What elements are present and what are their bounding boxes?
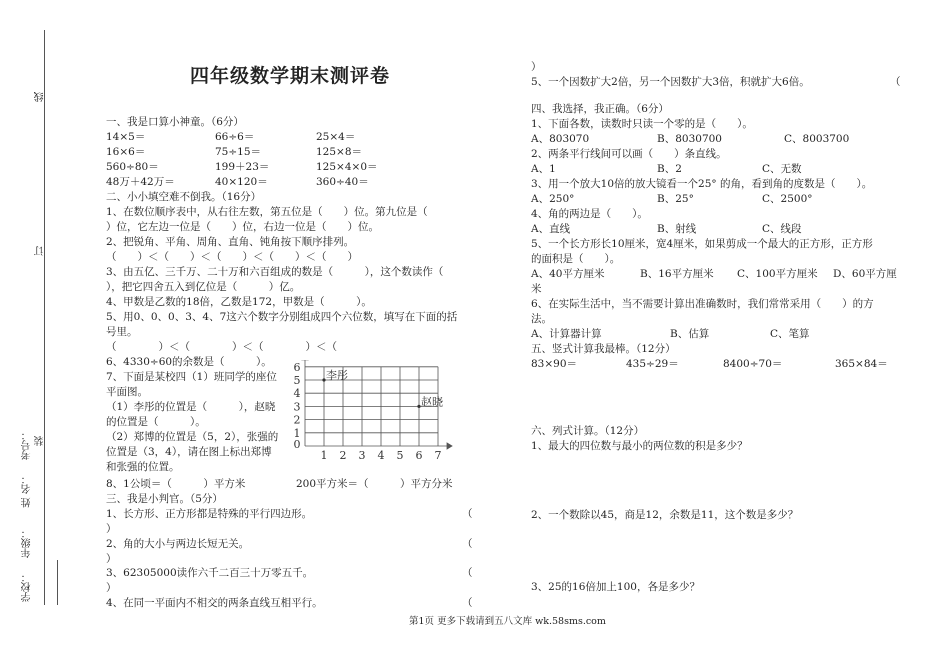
s1-r1c1: 75÷15＝ [215, 146, 262, 158]
exam-field-line [57, 560, 58, 605]
s5-item-1: 83×90＝ [531, 358, 578, 370]
s4-q5b: 的面积是（ ）。 [531, 253, 621, 265]
s5-item-3: 8400÷70＝ [723, 358, 783, 370]
s4-q6-a: A、计算器计算 [531, 328, 602, 340]
s2-line-3: 2、把锐角、平角、周角、直角、钝角按下顺序排列。 [106, 236, 355, 248]
s1-r1c0: 16×6＝ [106, 146, 146, 158]
s4-q4-c: C、线段 [762, 223, 802, 235]
s2-line-7: 4、甲数是乙数的18倍，乙数是172，甲数是（ ）。 [106, 296, 372, 308]
x-tick-label: 7 [434, 449, 442, 462]
s4-q5a: 5、一个长方形长10厘米，宽4厘米，如果剪成一个最大的正方形，正方形 [531, 238, 873, 250]
s3-paren-2: （ [462, 538, 473, 550]
s4-q3-c: C、2500° [762, 193, 813, 205]
s3-close-3: ） [106, 582, 117, 594]
s2-line-9: 号里。 [106, 326, 138, 338]
x-tick-label: 3 [358, 449, 366, 462]
binding-line [44, 30, 45, 605]
s3-item-3: 3、62305000读作六千二百三十万零五千。 [106, 567, 314, 579]
side-label-ding: 订 [35, 246, 46, 256]
s4-q1: 1、下面各数，读数时只读一个零的是（ ）。 [531, 118, 753, 130]
s4-q4-a: A、直线 [531, 223, 571, 235]
s4-q1-b: B、8030700 [657, 133, 722, 145]
s3-paren-4: （ [462, 597, 473, 609]
s2-line-17: 位置是（3，4），请在图上标出郑博 [106, 446, 272, 458]
s2-line-5: 3、由五亿、三千万、二十万和六百组成的数是（ ），这个数读作（ [106, 266, 444, 278]
page-title: 四年级数学期末测评卷 [190, 65, 391, 87]
s2-line-2: ）位，它左边一位是（ ）位，右边一位是（ ）位。 [106, 221, 379, 233]
r-judge-5-paren: （ [890, 76, 901, 88]
r-close-0: ） [531, 61, 542, 73]
side-label-xian: 线 [35, 92, 46, 102]
s3-item-2: 2、角的大小与两边长短无关。 [106, 538, 250, 550]
s1-r3c1: 40×120＝ [215, 176, 268, 188]
s2-line-19a: 8、1公顷＝（ ）平方米 [106, 478, 246, 490]
s1-r2c1: 199＋23＝ [215, 161, 270, 173]
s3-item-4: 4、在同一平面内不相交的两条直线互相平行。 [106, 597, 323, 609]
s2-line-13: 平面图。 [106, 386, 148, 398]
s2-line-1: 1、在数位顺序表中，从右往左数，第五位是（ ）位。第九位是（ [106, 206, 428, 218]
page-footer: 第1页 更多下载请到五八文库 wk.58sms.com [409, 616, 606, 627]
s2-line-15: 的位置是（ ）。 [106, 416, 206, 428]
s1-r0c0: 14×5＝ [106, 131, 146, 143]
s2-line-10: （ ）＜（ ）＜（ ）＜（ [106, 341, 337, 353]
s1-r2c2: 125×4×0＝ [316, 161, 378, 173]
s4-q1-c: C、8003700 [784, 133, 850, 145]
side-label-nianji: 年级： [22, 528, 33, 558]
x-tick-label: 4 [377, 449, 385, 462]
s2-line-19b: 200平方米＝（ ）平方分米 [296, 478, 453, 490]
s4-heading: 四、我选择，我正确。（6分） [531, 103, 669, 115]
s4-q5-d: D、60平方厘 [833, 268, 897, 280]
x-tick-label: 1 [320, 449, 328, 462]
y-tick-label: 1 [293, 426, 301, 440]
s4-q4: 4、角的两边是（ ）。 [531, 208, 648, 220]
s5-item-4: 365×84＝ [835, 358, 888, 370]
point-litong-label: 李彤 [326, 369, 348, 382]
s4-q5-a: A、40平方厘米 [531, 268, 605, 280]
s2-heading: 二、小小填空难不倒我。（16分） [106, 191, 262, 203]
s2-line-6: ），把它四舍五入到亿位是（ ）亿。 [106, 281, 301, 293]
side-label-zhuang: 装 [35, 436, 46, 446]
s5-item-2: 435÷29＝ [626, 358, 679, 370]
s4-q3-b: B、25° [657, 193, 694, 205]
s4-q2-b: B、2 [657, 163, 682, 175]
side-label-xingming: 姓 名： [22, 474, 33, 508]
s4-q1-a: A、803070 [531, 133, 590, 145]
s5-heading: 五、竖式计算我最棒。（12分） [531, 343, 676, 355]
y-tick-label: 4 [293, 387, 301, 401]
x-tick-label: 6 [415, 449, 423, 462]
s4-q5c: 米 [531, 283, 542, 295]
s2-line-16: （2）郑博的位置是（5，2），张强的 [106, 431, 279, 443]
y-tick-label: 3 [293, 400, 301, 414]
y-tick-label: 2 [293, 413, 301, 427]
s6-q2: 2、一个数除以45，商是12，余数是11，这个数是多少？ [531, 509, 799, 521]
s4-q6-c: C、笔算 [770, 328, 810, 340]
point-zhaoxiao-label: 赵晓 [421, 395, 443, 409]
s4-q5-b: B、16平方厘米 [640, 268, 714, 280]
r-judge-5: 5、一个因数扩大2倍，另一个因数扩大3倍，积就扩大6倍。 [531, 76, 810, 88]
s3-paren-1: （ [462, 508, 473, 520]
side-label-xuexiao: 学校： [22, 572, 33, 602]
s2-line-14: （1）李彤的位置是（ ），赵晓 [106, 401, 276, 413]
s4-q2: 2、两条平行线间可以画（ ）条直线。 [531, 148, 727, 160]
s4-q6a: 6、在实际生活中，当不需要计算出准确数时，我们常常采用（ ）的方 [531, 298, 874, 310]
s2-line-8: 5、用0、0、0、3、4、7这六个数字分别组成四个六位数，填写在下面的括 [106, 311, 458, 323]
s6-q1: 1、最大的四位数与最小的两位数的积是多少？ [531, 440, 748, 452]
y-tick-label: 6 [293, 360, 301, 374]
s6-q3: 3、25的16倍加上100，各是多少？ [531, 581, 700, 593]
x-tick-label: 5 [396, 449, 404, 462]
s2-line-4: （ ）＜（ ）＜（ ）＜（ ）＜（ ） [106, 251, 358, 263]
s1-r3c2: 360÷40＝ [316, 176, 369, 188]
x-tick-label: 2 [339, 449, 347, 462]
seating-grid-chart [285, 360, 465, 468]
s3-close-1: ） [106, 523, 117, 535]
s4-q3-a: A、250° [531, 193, 575, 205]
s4-q5-c: C、100平方厘米 [737, 268, 818, 280]
s4-q6-b: B、估算 [670, 328, 710, 340]
s3-paren-3: （ [462, 567, 473, 579]
s1-r0c1: 66÷6＝ [215, 131, 255, 143]
s6-heading: 六、列式计算。（12分） [531, 425, 645, 437]
s1-r0c2: 25×4＝ [316, 131, 356, 143]
origin-label: 0 [293, 438, 301, 451]
x-axis-arrow [447, 443, 452, 449]
s4-q4-b: B、射线 [657, 223, 697, 235]
s4-q3: 3、用一个放大10倍的放大镜看一个25° 的角，看到角的度数是（ ）。 [531, 178, 873, 190]
s1-r3c0: 48万＋42万＝ [106, 176, 175, 188]
s1-heading: 一、我是口算小神童。（6分） [106, 116, 244, 128]
side-label-kaohao: 考号： [22, 430, 33, 460]
y-tick-label: 5 [293, 374, 301, 387]
s4-q2-c: C、无数 [762, 163, 802, 175]
s1-r2c0: 560÷80＝ [106, 161, 159, 173]
s2-line-12: 7、下面是某校四（1）班同学的座位 [106, 371, 277, 383]
s2-line-11: 6、4330÷60的余数是（ ）。 [106, 356, 272, 368]
s4-q2-a: A、1 [531, 163, 556, 175]
s4-q6b: 法。 [531, 313, 552, 325]
s3-heading: 三、我是小判官。（5分） [106, 493, 223, 505]
s3-close-2: ） [106, 553, 117, 565]
s3-item-1: 1、长方形、正方形都是特殊的平行四边形。 [106, 508, 313, 520]
s2-line-18: 和张强的位置。 [106, 461, 180, 473]
s1-r1c2: 125×8＝ [316, 146, 363, 158]
